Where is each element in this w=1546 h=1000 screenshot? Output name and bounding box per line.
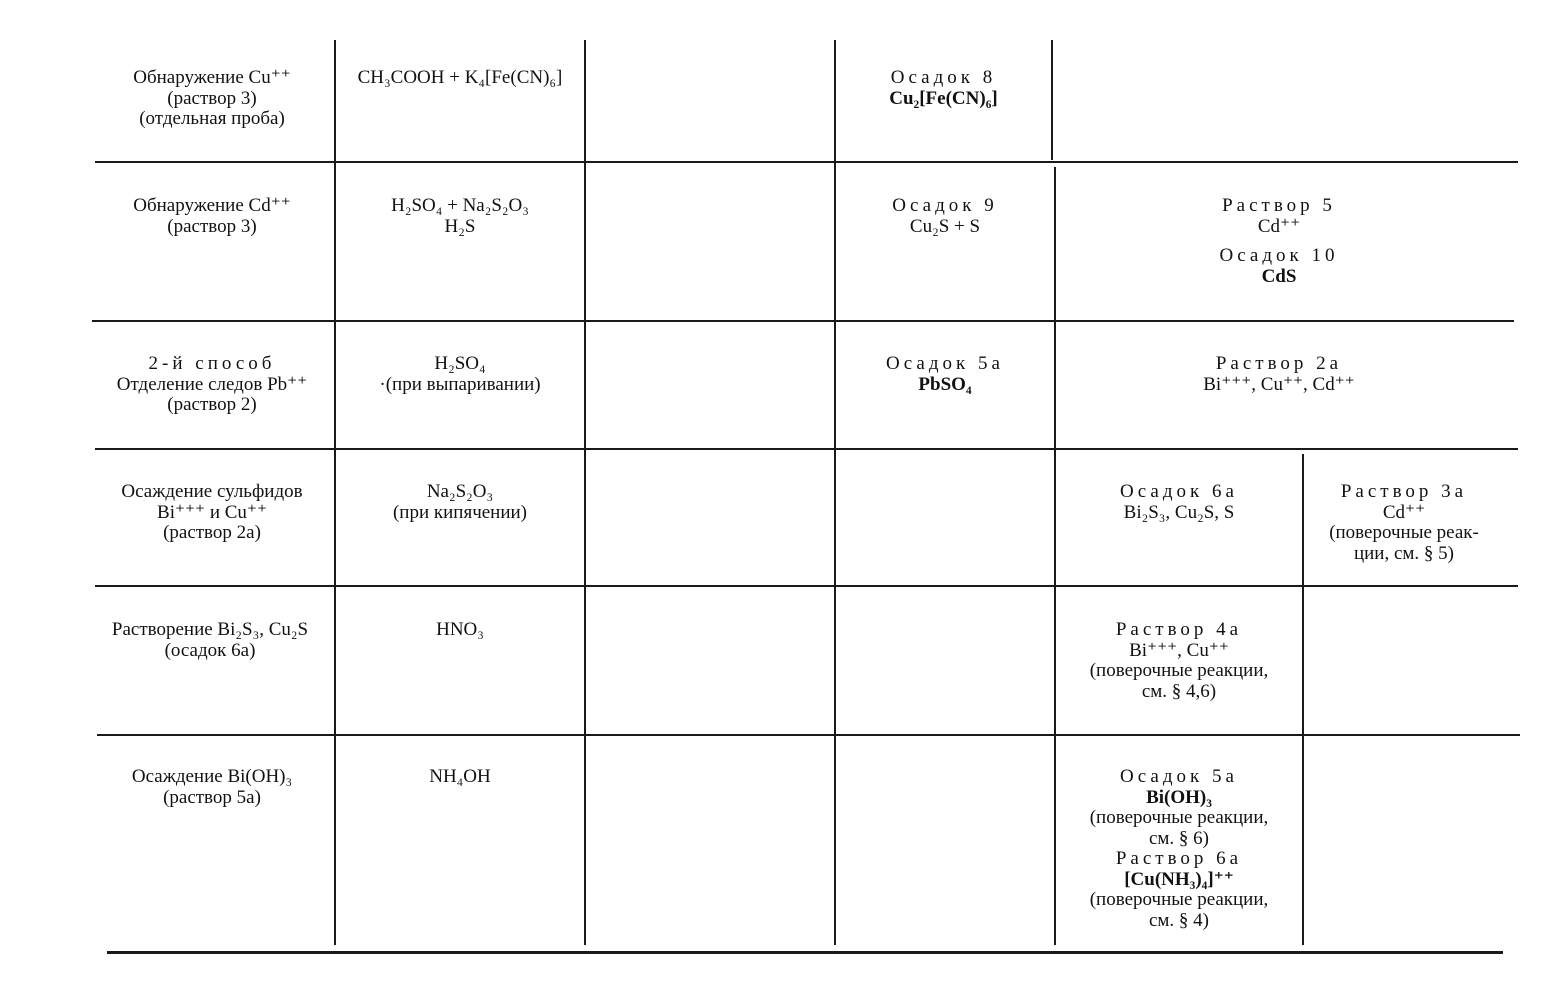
result-heading: Раствор 2а [1215,353,1343,374]
result-heading: Осадок 5а [886,353,1004,374]
operation-line: Осаждение Bi(OH)₃ [131,766,293,787]
result-cell [1056,767,1302,931]
result-heading: Осадок 5а [1120,766,1238,787]
operation-cell [90,482,334,544]
reagent-cell [336,482,584,523]
result-formula: Bi⁺⁺⁺, Cu⁺⁺, Cd⁺⁺ [1203,373,1355,395]
result-note: см. § 4) [1148,909,1210,931]
operation-cell [90,196,334,237]
result-note: (поверочные реак- [1329,522,1479,543]
operation-line: (отдельная проба) [139,108,285,129]
operation-line: Обнаружение Cd⁺⁺ [133,195,291,216]
result-note: (поверочные реакции, [1089,660,1269,681]
solution-cell [1056,196,1502,287]
reagent-line: CH₃COOH + K₄[Fe(CN)₆] [357,67,563,88]
operation-cell [90,767,334,808]
operation-line: (раствор 2) [167,394,257,415]
column-divider [1051,40,1053,160]
result-heading: Осадок 10 [1219,245,1339,266]
reagent-line: (при кипячении) [392,501,528,523]
result-heading: Раствор 4а [1115,619,1243,640]
result-heading: Осадок 9 [892,195,998,216]
operation-cell [90,354,334,416]
result-formula: Bi(OH)₃ [1146,786,1212,808]
precipitate-cell [836,68,1051,109]
row-divider [92,320,1514,322]
reagent-line: NH₄OH [429,766,491,787]
solution-cell [1056,620,1302,702]
operation-line: (раствор 3) [167,215,257,237]
reagent-line: H₂SO₄ + Na₂S₂O₃ [391,195,529,216]
operation-line: (раствор 3) [167,87,257,109]
result-formula: PbSO₄ [918,373,972,395]
result-note: (поверочные реакции, [1089,807,1269,828]
result-formula: Bi⁺⁺⁺, Cu⁺⁺ [1129,639,1229,661]
reagent-line: HNO₃ [436,619,484,640]
operation-line: Bi⁺⁺⁺ и Cu⁺⁺ [157,501,267,523]
result-heading: Раствор 5 [1222,195,1336,216]
operation-line: Обнаружение Cu⁺⁺ [133,67,291,88]
result-formula: CdS [1261,265,1297,287]
row-divider [95,585,1518,587]
reagent-cell [336,767,584,788]
reagent-cell [336,68,584,89]
operation-line: 2-й способ [148,353,276,374]
reagent-line: ·(при выпаривании) [379,373,541,395]
table-bottom-rule [107,951,1503,954]
operation-cell [86,620,334,661]
result-heading: Осадок 8 [890,67,997,88]
column-divider [584,40,586,945]
row-divider [95,161,1518,163]
result-note: (поверочные реакции, [1089,889,1269,910]
precipitate-cell [836,354,1054,395]
result-formula: Cu₂[Fe(CN)₆] [889,87,998,109]
result-formula: Cd⁺⁺ [1382,501,1426,523]
result-heading: Осадок 6а [1120,481,1238,502]
result-note: ции, см. § 5) [1353,542,1455,564]
operation-line: (раствор 5а) [163,786,261,808]
precipitate-cell [836,196,1054,237]
column-divider [834,40,836,945]
row-divider [97,734,1520,736]
operation-line: Растворение Bi₂S₃, Cu₂S [111,619,309,640]
operation-cell [90,68,334,130]
reagent-line: H₂S [444,215,476,237]
result-heading: Раствор 3а [1340,481,1468,502]
operation-line: (осадок 6а) [164,639,256,661]
reagent-cell [336,354,584,395]
reagent-line: Na₂S₂O₃ [426,481,494,502]
operation-line: Осаждение сульфидов [121,481,303,502]
result-formula: Cd⁺⁺ [1257,215,1301,237]
result-formula: [Cu(NH₃)₄]⁺⁺ [1124,868,1234,890]
solution-cell [1056,354,1502,395]
result-note: см. § 4,6) [1141,680,1217,702]
result-note: см. § 6) [1148,827,1210,849]
row-divider [95,448,1518,450]
result-heading: Раствор 6а [1115,848,1243,869]
result-formula: Cu₂S + S [909,215,981,237]
result-formula: Bi₂S₃, Cu₂S, S [1123,501,1235,523]
reagent-cell [336,196,584,237]
operation-line: (раствор 2а) [163,522,261,543]
reagent-line: H₂SO₄ [434,353,486,374]
operation-line: Отделение следов Pb⁺⁺ [116,373,308,395]
solution-cell [1304,482,1504,564]
reagent-cell [336,620,584,641]
precipitate-cell [1056,482,1302,523]
